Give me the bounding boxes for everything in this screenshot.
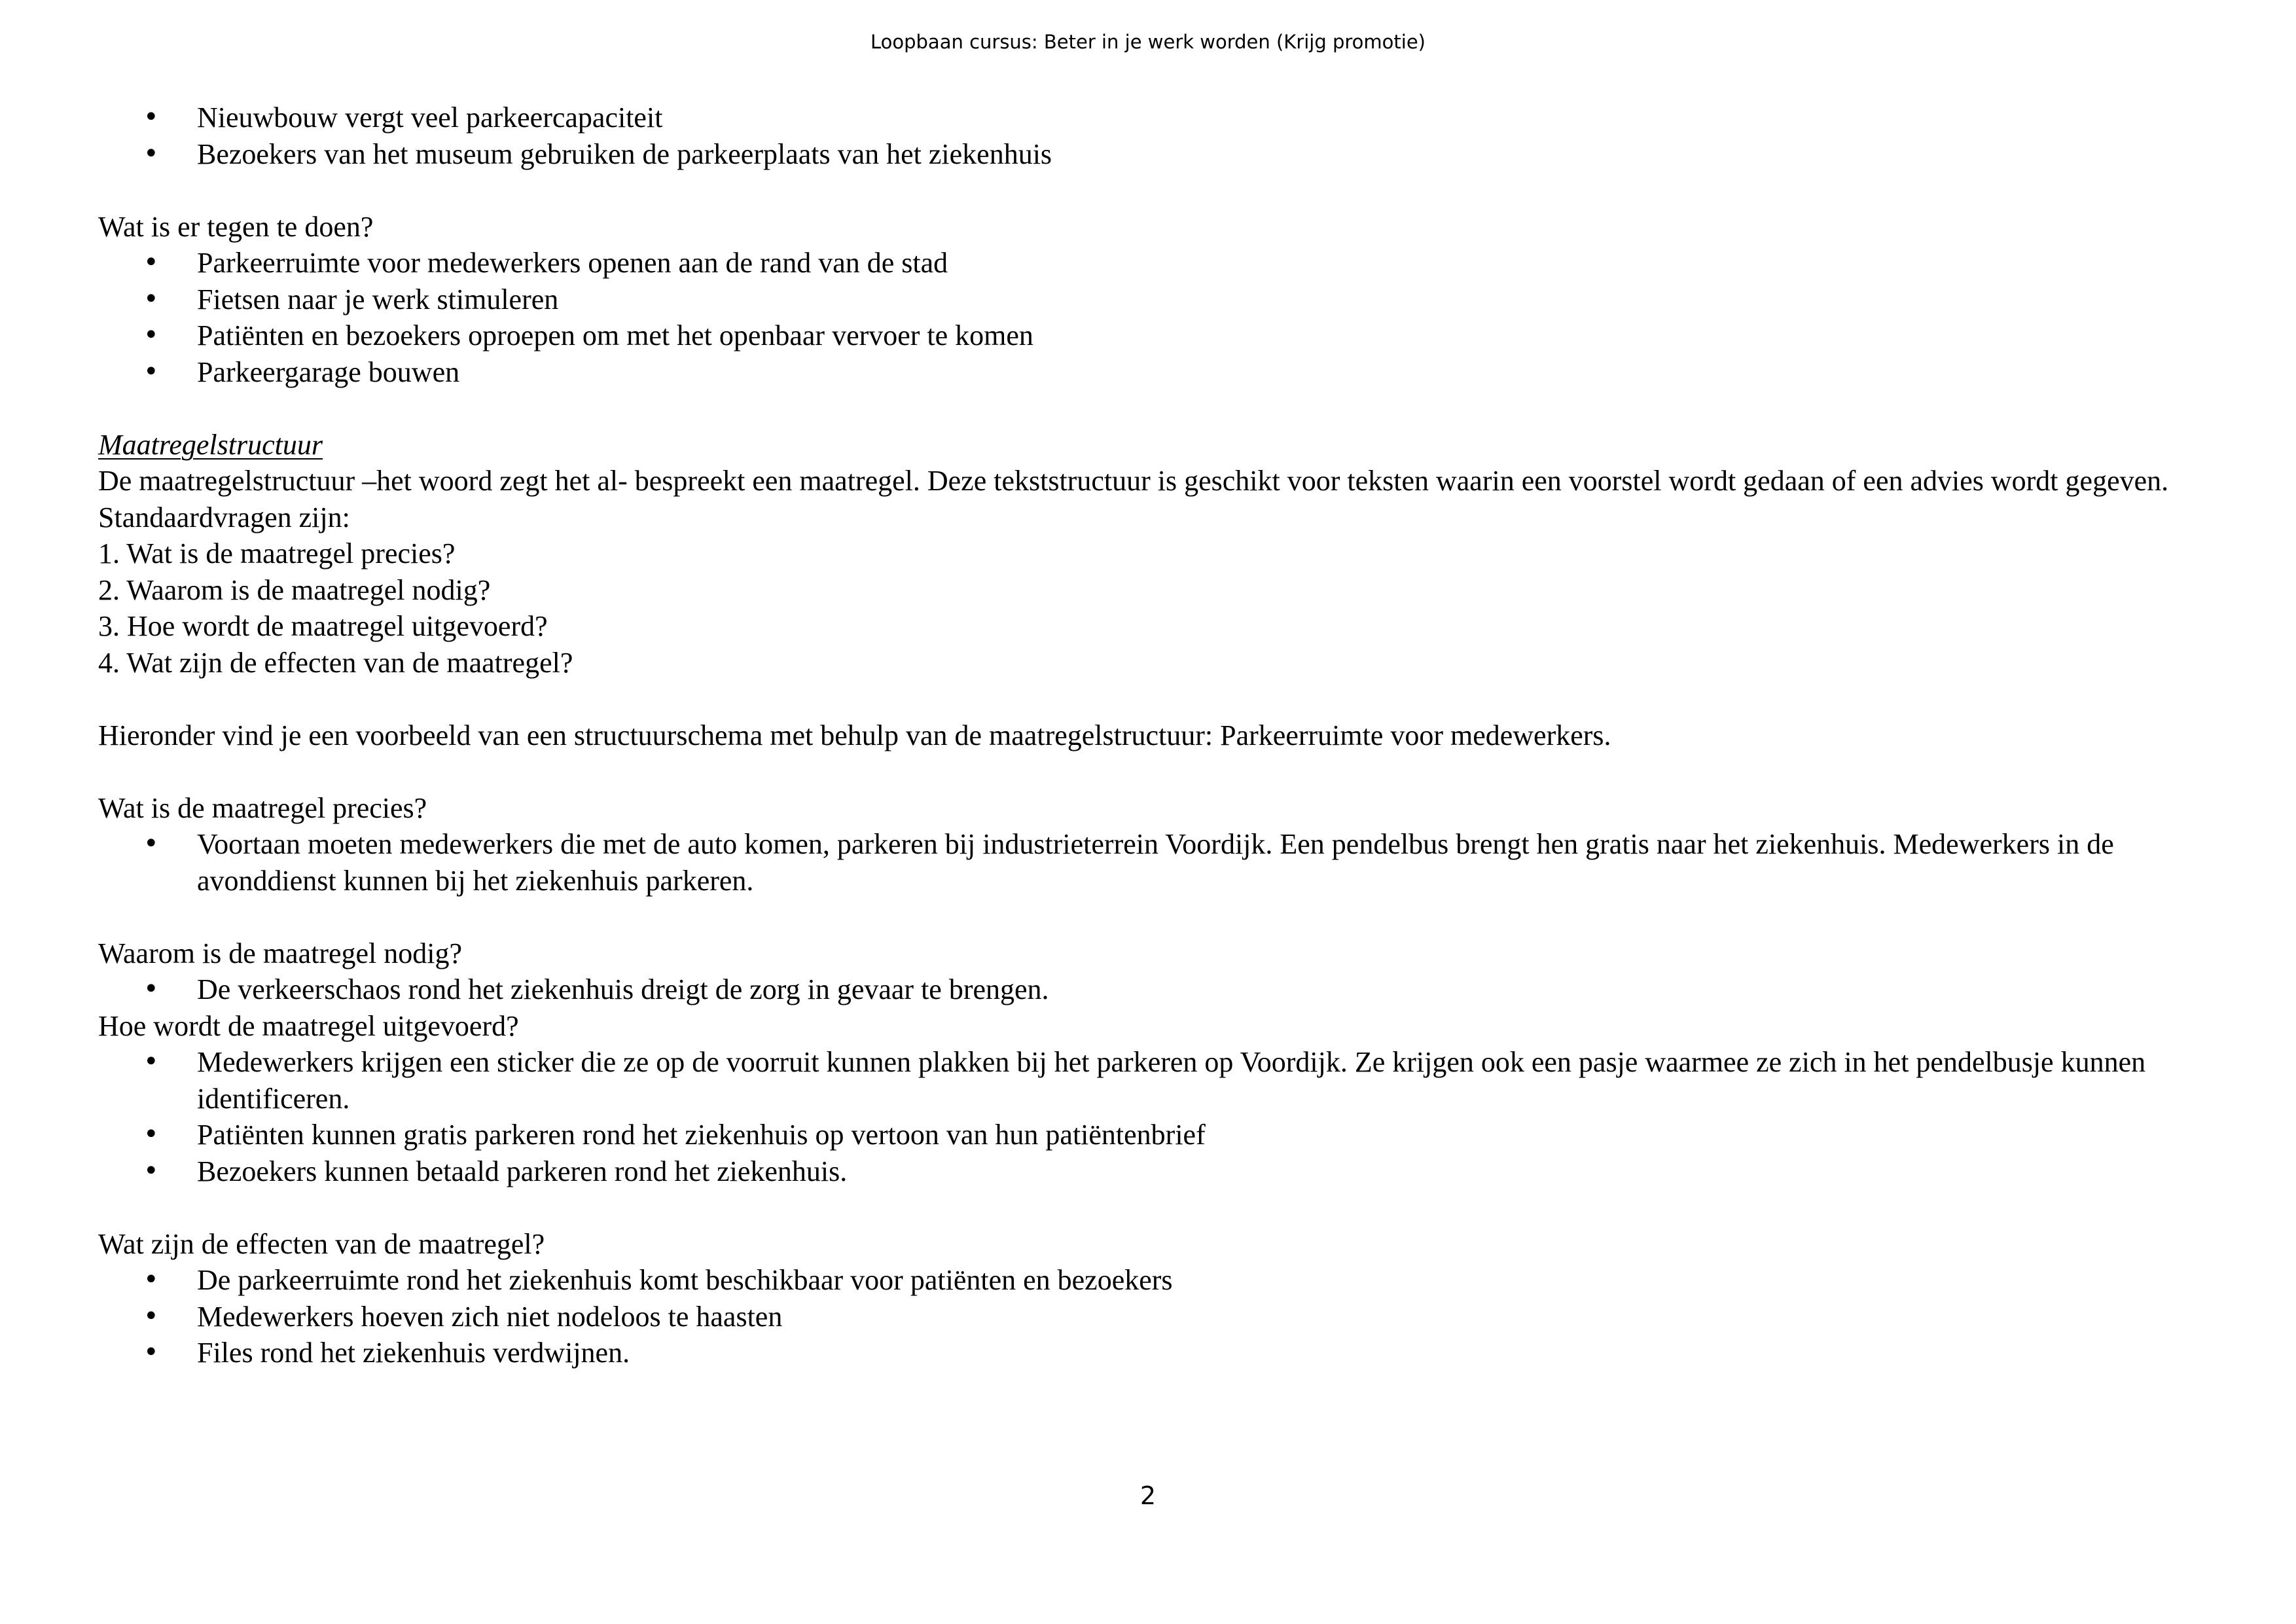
why-bullet-list bbox=[98, 971, 2186, 1008]
list-item: • Files rond het ziekenhuis verdwijnen. bbox=[98, 1335, 2186, 1371]
list-item: • Bezoekers kunnen betaald parkeren rond het ziekenhuis. bbox=[98, 1153, 2186, 1190]
list-item: • De verkeerschaos rond het ziekenhuis dreigt de zorg in gevaar te brengen. bbox=[98, 971, 2186, 1008]
question-what: Wat is de maatregel precies? bbox=[98, 791, 427, 824]
list-item: • Patiënten kunnen gratis parkeren rond het ziekenhuis op vertoon van hun patiëntenbrief bbox=[98, 1117, 2186, 1153]
effects-bullet-list bbox=[98, 1262, 2186, 1371]
list-item: • Fietsen naar je werk stimuleren bbox=[98, 281, 2186, 318]
document-body bbox=[98, 99, 2186, 1371]
what-bullet-list bbox=[98, 826, 2186, 899]
question-why: Waarom is de maatregel nodig? bbox=[98, 937, 463, 969]
standard-question-4: 4. Wat zijn de effecten van de maatregel? bbox=[98, 646, 573, 679]
what-to-do-bullet-list bbox=[98, 245, 2186, 390]
paragraph-gap bbox=[98, 753, 2186, 790]
intro-bullet-list bbox=[98, 99, 2186, 172]
list-item: • Parkeerruimte voor medewerkers openen aan de rand van de stad bbox=[98, 245, 2186, 281]
list-item: • Medewerkers hoeven zich niet nodeloos te haasten bbox=[98, 1299, 2186, 1335]
example-intro: Hieronder vind je een voorbeeld van een structuurschema met behulp van de maatregelstructuur: Parkeerruimte voor medewerkers. bbox=[98, 719, 1611, 751]
question-effects: Wat zijn de effecten van de maatregel? bbox=[98, 1227, 545, 1260]
question-what-to-do: Wat is er tegen te doen? bbox=[98, 210, 374, 243]
paragraph-gap bbox=[98, 390, 2186, 427]
list-item: • Patiënten en bezoekers oproepen om met het openbaar vervoer te komen bbox=[98, 317, 2186, 354]
paragraph-gap bbox=[98, 172, 2186, 209]
paragraph-gap bbox=[98, 899, 2186, 935]
maatregel-description: De maatregelstructuur –het woord zegt het al- bespreekt een maatregel. Deze tekststructuur is geschikt voor teksten waarin een voorstel wordt gedaan of een advies wordt gegeven. Standaardvragen zijn: bbox=[98, 465, 2169, 533]
paragraph-gap bbox=[98, 681, 2186, 717]
page-number: 2 bbox=[1139, 1481, 1157, 1510]
list-item: • Voortaan moeten medewerkers die met de auto komen, parkeren bij industrieterrein Voordijk. Een pendelbus brengt hen gratis naar het ziekenhuis. Medewerkers in de avonddienst kunnen bij het ziekenhuis parkeren. bbox=[98, 826, 2186, 899]
standard-question-3: 3. Hoe wordt de maatregel uitgevoerd? bbox=[98, 610, 548, 642]
section-heading-maatregelstructuur: Maatregelstructuur bbox=[98, 428, 323, 461]
list-item: • Nieuwbouw vergt veel parkeercapaciteit bbox=[98, 99, 2186, 136]
list-item: • Parkeergarage bouwen bbox=[98, 354, 2186, 391]
question-how: Hoe wordt de maatregel uitgevoerd? bbox=[98, 1009, 519, 1042]
list-item: • Bezoekers van het museum gebruiken de parkeerplaats van het ziekenhuis bbox=[98, 136, 2186, 173]
paragraph-gap bbox=[98, 1189, 2186, 1226]
standard-question-1: 1. Wat is de maatregel precies? bbox=[98, 537, 456, 569]
list-item: • Medewerkers krijgen een sticker die ze op de voorruit kunnen plakken bij het parkeren op Voordijk. Ze krijgen ook een pasje waarmee ze zich in het pendelbusje kunnen identificeren. bbox=[98, 1044, 2186, 1117]
running-header: Loopbaan cursus: Beter in je werk worden (Krijg promotie) bbox=[870, 31, 1426, 53]
standard-question-2: 2. Waarom is de maatregel nodig? bbox=[98, 573, 491, 606]
list-item: • De parkeerruimte rond het ziekenhuis komt beschikbaar voor patiënten en bezoekers bbox=[98, 1262, 2186, 1299]
how-bullet-list bbox=[98, 1044, 2186, 1189]
